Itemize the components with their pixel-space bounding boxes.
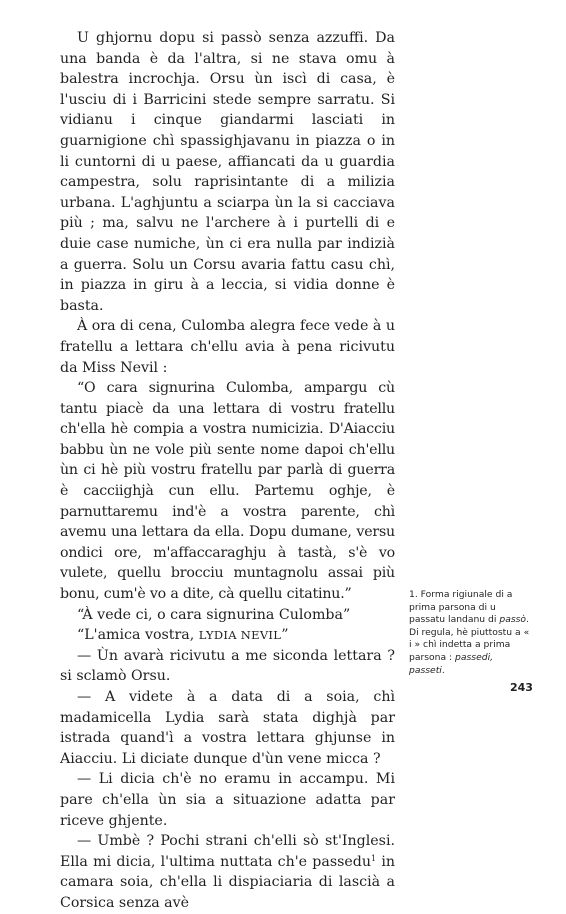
footnote-part-1: 1. Forma rigiunale di a prima parsona di u passatu landanu di	[409, 589, 513, 626]
paragraph-1: U ghjornu dopu si passò senza azzuffi. Da una banda è da l'altra, si ne stava omu à balestra incrochja. Orsu ùn iscì di casa, è l'usciu di i Barricini stede sempre sarratu. Si vidianu i cinque giandarmi lasciati in guarnigione chì spassighjavanu in piazza o in li cuntorni di u paese, affiancati da u guardia campestra, solu raprisintante di a milizia urbana. L'aghjuntu a sciarpa ùn la si cacciava più ; ma, salvu ne l'archere à i purtelli di e duie case numiche, ùn ci era nulla par indizià a guerra. Solu un Corsu avaria fattu casu chì, in piazza in giru à a leccia, si vidia donne è basta.	[60, 30, 395, 314]
footnote	[409, 589, 531, 677]
footnote-italic-1: passò	[499, 614, 527, 626]
text-before-note: — Umbè ? Pochi strani ch'elli sò st'Inglesi. Ella mi dicia, l'ultima nuttata ch'e passedu	[60, 833, 395, 870]
footnote-reference: 1	[371, 853, 377, 863]
letter-signature	[60, 625, 395, 646]
text-after-note: in camara soia, ch'ella li dispiaciaria di lascià a Corsica senza avè	[60, 853, 395, 911]
footnote-part-3: .	[441, 664, 445, 676]
main-text	[60, 28, 395, 914]
signature-prefix: “L'amica vostra,	[77, 627, 199, 644]
paragraph-dialogue-2: — A videte à a data di a soia, chì madamicella Lydia sarà stata dighjà par istrada quand'ì a vostra lettara ghjunse in Aiacciu. Li diciate dunque d'ùn vene micca ?	[60, 689, 395, 767]
signature-name: LYDIA NEVIL	[198, 628, 282, 643]
page-number: 243	[510, 681, 533, 694]
paragraph-dialogue-3: — Li dicia ch'è no eramu in accampu. Mi pare ch'ella ùn sia a situazione adatta par riceve ghjente.	[60, 771, 395, 829]
paragraph-dialogue-4	[60, 831, 395, 913]
signature-suffix: ”	[281, 627, 289, 644]
paragraph-2: À ora di cena, Culomba alegra fece vede à u fratellu a lettara ch'ellu avia à pena ricivutu da Miss Nevil :	[60, 318, 395, 376]
paragraph-dialogue-1: — Ùn avarà ricivutu a me siconda lettara ? si sclamò Orsu.	[60, 647, 395, 685]
footnote-italic-2: passedi, passeti	[409, 651, 494, 676]
letter-body: “O cara signurina Culomba, ampargu cù tantu piacè da una lettara di vostru fratellu ch'ella hè compia a vostra numicizia. D'Aiacciu babbu ùn ne vole più sente nome dapoi ch'ellu ùn ci hè più vostru fratellu par parlà di guerra è cacciighjà cun ellu. Partemu oghje, è parnuttaremu ind'è a vostra parente, chì avemu una lettara da ella. Dopu dumane, versu ondici ore, m'affaccaraghju à tastà, s'è vo vulete, quellu brocciu muntagnolu assai più bonu, cum'è vo a dite, cà quellu citatinu.”	[60, 380, 395, 603]
letter-closing: “À vede ci, o cara signurina Culomba”	[77, 606, 351, 623]
footnote-part-2: . Di regula, hè piuttostu a « i » chì indetta a prima parsona :	[409, 614, 530, 663]
